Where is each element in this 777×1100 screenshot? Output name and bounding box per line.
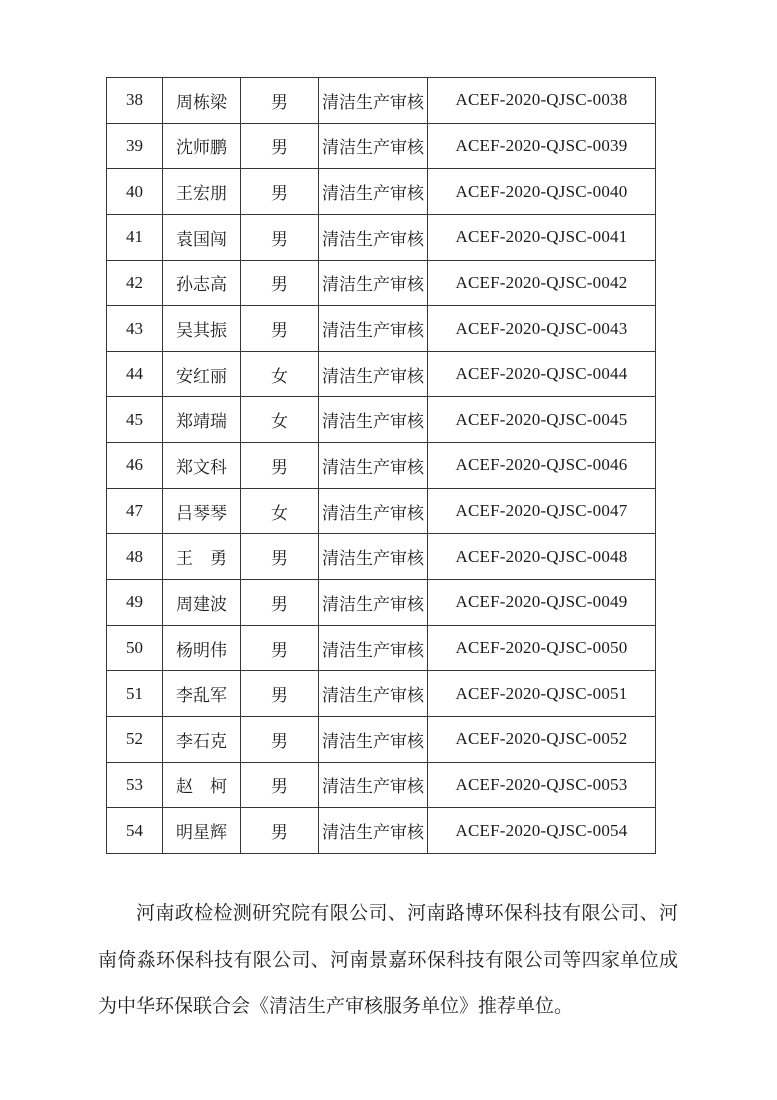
cell-category: 清洁生产审核 bbox=[319, 443, 428, 489]
cell-gender: 女 bbox=[241, 488, 319, 534]
cell-name: 赵 柯 bbox=[163, 762, 241, 808]
cell-name: 袁国闯 bbox=[163, 214, 241, 260]
cell-number: 44 bbox=[107, 351, 163, 397]
cell-number: 52 bbox=[107, 716, 163, 762]
cell-name: 王 勇 bbox=[163, 534, 241, 580]
cell-certificate: ACEF-2020-QJSC-0053 bbox=[428, 762, 656, 808]
table-row bbox=[107, 443, 656, 489]
cell-number: 42 bbox=[107, 260, 163, 306]
cell-category: 清洁生产审核 bbox=[319, 808, 428, 854]
table-row bbox=[107, 762, 656, 808]
cell-gender: 男 bbox=[241, 671, 319, 717]
cell-gender: 男 bbox=[241, 762, 319, 808]
cell-number: 38 bbox=[107, 78, 163, 124]
cell-gender: 男 bbox=[241, 123, 319, 169]
table-row bbox=[107, 580, 656, 626]
table-row bbox=[107, 306, 656, 352]
cell-category: 清洁生产审核 bbox=[319, 580, 428, 626]
cell-category: 清洁生产审核 bbox=[319, 123, 428, 169]
cell-certificate: ACEF-2020-QJSC-0038 bbox=[428, 78, 656, 124]
cell-gender: 女 bbox=[241, 397, 319, 443]
cell-certificate: ACEF-2020-QJSC-0039 bbox=[428, 123, 656, 169]
cell-number: 46 bbox=[107, 443, 163, 489]
closing-paragraph: 河南政检检测研究院有限公司、河南路博环保科技有限公司、河南倚淼环保科技有限公司、河南景嘉环保科技有限公司等四家单位成为中华环保联合会《清洁生产审核服务单位》推荐单位。 bbox=[98, 903, 678, 1017]
table-row bbox=[107, 625, 656, 671]
cell-gender: 男 bbox=[241, 169, 319, 215]
cell-certificate: ACEF-2020-QJSC-0049 bbox=[428, 580, 656, 626]
table-row bbox=[107, 351, 656, 397]
cell-category: 清洁生产审核 bbox=[319, 488, 428, 534]
table-row bbox=[107, 671, 656, 717]
cell-number: 51 bbox=[107, 671, 163, 717]
cell-certificate: ACEF-2020-QJSC-0046 bbox=[428, 443, 656, 489]
table-row bbox=[107, 716, 656, 762]
cell-category: 清洁生产审核 bbox=[319, 534, 428, 580]
cell-number: 43 bbox=[107, 306, 163, 352]
cell-category: 清洁生产审核 bbox=[319, 716, 428, 762]
cell-gender: 男 bbox=[241, 443, 319, 489]
cell-gender: 男 bbox=[241, 78, 319, 124]
table-row bbox=[107, 123, 656, 169]
cell-name: 郑靖瑞 bbox=[163, 397, 241, 443]
table-row bbox=[107, 808, 656, 854]
cell-certificate: ACEF-2020-QJSC-0045 bbox=[428, 397, 656, 443]
cell-certificate: ACEF-2020-QJSC-0043 bbox=[428, 306, 656, 352]
roster-table bbox=[106, 77, 656, 854]
cell-name: 王宏朋 bbox=[163, 169, 241, 215]
table-row bbox=[107, 488, 656, 534]
cell-number: 39 bbox=[107, 123, 163, 169]
cell-name: 杨明伟 bbox=[163, 625, 241, 671]
cell-gender: 男 bbox=[241, 214, 319, 260]
cell-number: 54 bbox=[107, 808, 163, 854]
cell-category: 清洁生产审核 bbox=[319, 397, 428, 443]
cell-certificate: ACEF-2020-QJSC-0048 bbox=[428, 534, 656, 580]
cell-gender: 男 bbox=[241, 808, 319, 854]
cell-gender: 男 bbox=[241, 625, 319, 671]
cell-category: 清洁生产审核 bbox=[319, 169, 428, 215]
cell-certificate: ACEF-2020-QJSC-0050 bbox=[428, 625, 656, 671]
cell-number: 53 bbox=[107, 762, 163, 808]
cell-category: 清洁生产审核 bbox=[319, 625, 428, 671]
cell-certificate: ACEF-2020-QJSC-0051 bbox=[428, 671, 656, 717]
cell-category: 清洁生产审核 bbox=[319, 260, 428, 306]
cell-certificate: ACEF-2020-QJSC-0047 bbox=[428, 488, 656, 534]
cell-certificate: ACEF-2020-QJSC-0044 bbox=[428, 351, 656, 397]
cell-name: 沈师鹏 bbox=[163, 123, 241, 169]
cell-category: 清洁生产审核 bbox=[319, 214, 428, 260]
cell-number: 49 bbox=[107, 580, 163, 626]
table-row bbox=[107, 534, 656, 580]
cell-number: 41 bbox=[107, 214, 163, 260]
cell-certificate: ACEF-2020-QJSC-0042 bbox=[428, 260, 656, 306]
cell-category: 清洁生产审核 bbox=[319, 671, 428, 717]
cell-name: 吴其振 bbox=[163, 306, 241, 352]
cell-gender: 男 bbox=[241, 260, 319, 306]
cell-number: 45 bbox=[107, 397, 163, 443]
cell-name: 周建波 bbox=[163, 580, 241, 626]
cell-number: 47 bbox=[107, 488, 163, 534]
table-row bbox=[107, 260, 656, 306]
cell-name: 明星辉 bbox=[163, 808, 241, 854]
cell-number: 50 bbox=[107, 625, 163, 671]
cell-category: 清洁生产审核 bbox=[319, 78, 428, 124]
cell-category: 清洁生产审核 bbox=[319, 762, 428, 808]
cell-number: 48 bbox=[107, 534, 163, 580]
cell-certificate: ACEF-2020-QJSC-0041 bbox=[428, 214, 656, 260]
cell-name: 安红丽 bbox=[163, 351, 241, 397]
cell-name: 郑文科 bbox=[163, 443, 241, 489]
cell-gender: 男 bbox=[241, 534, 319, 580]
cell-name: 李石克 bbox=[163, 716, 241, 762]
table-row bbox=[107, 397, 656, 443]
cell-name: 孙志高 bbox=[163, 260, 241, 306]
table-row bbox=[107, 214, 656, 260]
cell-name: 周栋梁 bbox=[163, 78, 241, 124]
cell-certificate: ACEF-2020-QJSC-0052 bbox=[428, 716, 656, 762]
cell-category: 清洁生产审核 bbox=[319, 351, 428, 397]
cell-category: 清洁生产审核 bbox=[319, 306, 428, 352]
roster-table-body bbox=[107, 78, 656, 854]
cell-gender: 女 bbox=[241, 351, 319, 397]
cell-gender: 男 bbox=[241, 716, 319, 762]
table-row bbox=[107, 78, 656, 124]
cell-certificate: ACEF-2020-QJSC-0040 bbox=[428, 169, 656, 215]
cell-gender: 男 bbox=[241, 580, 319, 626]
cell-number: 40 bbox=[107, 169, 163, 215]
table-row bbox=[107, 169, 656, 215]
cell-certificate: ACEF-2020-QJSC-0054 bbox=[428, 808, 656, 854]
cell-gender: 男 bbox=[241, 306, 319, 352]
cell-name: 李乱军 bbox=[163, 671, 241, 717]
cell-name: 吕琴琴 bbox=[163, 488, 241, 534]
